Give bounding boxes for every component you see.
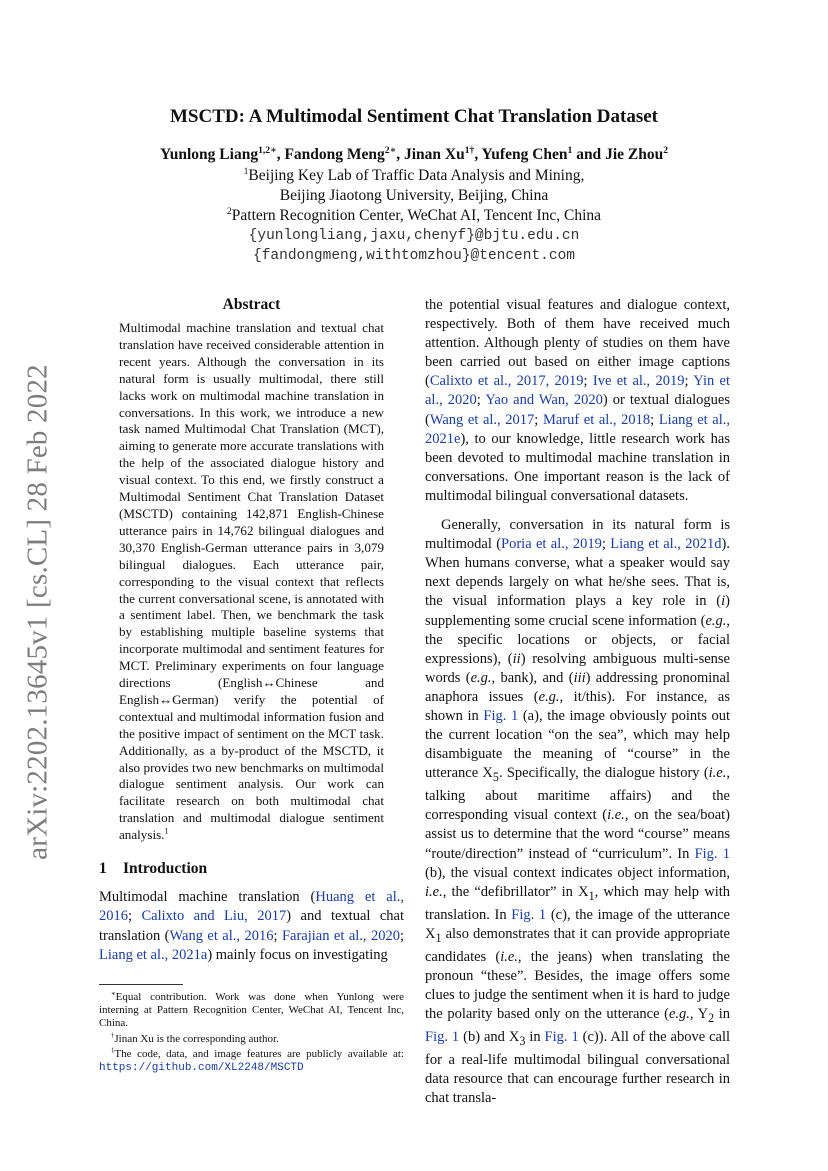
footnote-divider xyxy=(99,984,183,985)
footnote: $^1$The code, data, and image features are publicly available at: https://github.com/XL2248/MSCTD xyxy=(99,1047,404,1075)
citation-link[interactable]: Yin et al., 2020 xyxy=(425,373,730,409)
citation-link[interactable]: Yao and Wan, 2020 xyxy=(485,392,603,409)
citation-link[interactable]: Calixto et al., 2017, 2019 xyxy=(429,373,584,390)
figure-link[interactable]: Fig. 1 xyxy=(694,845,730,862)
author-list: Yunlong Liang$^{1,2∗}$, Fandong Meng$^{2∗}$, Jinan $Xu^{1\dagger}$, Yufeng Chen$^1$ and Jie Zhou$^2$ xyxy=(159,144,668,163)
figure-link[interactable]: Fig. 1 xyxy=(483,707,519,724)
figure-link[interactable]: Fig. 1 xyxy=(544,1029,579,1046)
author-email: {fandongmeng,withtomzhou}@tencent.com xyxy=(253,248,575,264)
citation-link[interactable]: Liang et al., 2021d xyxy=(610,536,722,553)
code-url-link[interactable]: https://github.com/XL2248/MSCTD xyxy=(99,1062,304,1075)
body-paragraph: Generally, conversation in its natural form is multimodal (Poria et al., 2019; Liang et al., 2021d). When humans converse, what a speaker would say next depends largely on what he/she sees. That is, the visual information plays a key role in (i) supplementing some crucial scene information (e.g., the specific locations or objects, or facial expressions), (ii) resolving ambiguous multi-sense words (e.g., bank), and (iii) addressing pronominal anaphora issues (e.g., it/this). For instance, as shown in Fig. 1 (a), the image obviously points out the current location “on the sea”, which may help disambiguate the meaning of “course” in the utterance $X_5$. Specifically, the dialogue history (i.e., talking about maritime affairs) and the corresponding visual context (i.e., on the sea/boat) assist us to determine that the word “course” means “route/direction” instead of “curriculum”. In Fig. 1 (b), the visual context indicates object information, i.e., the “defibrillator” in $X_1$, which may help with translation. In Fig. 1 (c), the image of the utterance $X_1$ also demonstrates that it can provide appropriate candidates (i.e., the jeans) when translating the pronoun “these”. Besides, the image offers some clues to judge the sentiment when it is hard to judge the polarity based only on the utterance (e.g., $Y_2$ in Fig. 1 (b) and $X_3$ in Fig. 1 (c)). All of the above call for a real-life multimodal bilingual conversational data resource that can encourage further research in chat transla- xyxy=(425,517,731,1107)
author-affil-mark: 2 xyxy=(663,144,668,156)
author-name: Yufeng Chen xyxy=(481,146,568,163)
citation-link[interactable]: Ive et al., 2019 xyxy=(592,373,685,390)
author-name: Jie Zhou xyxy=(605,146,664,163)
arxiv-id-text: arXiv:2202.13645v1 [cs.CL] 28 Feb 2022 xyxy=(21,364,54,860)
author-affil-mark: 1 xyxy=(567,144,573,156)
citation-link[interactable]: Wang et al., 2017 xyxy=(429,411,535,428)
citation-link[interactable]: Huang et al., 2016 xyxy=(99,889,404,925)
affiliation-line: $^1$Beijing Key Lab of Traffic Data Analysis and Mining, xyxy=(243,165,585,184)
author-affil-mark: 1,2∗ xyxy=(258,144,277,156)
section-heading: 1 Introduction xyxy=(99,860,208,878)
citation-link[interactable]: Wang et al., 2016 xyxy=(169,927,274,944)
author-name: Fandong Meng xyxy=(284,146,385,163)
intro-paragraph: Multimodal machine translation (Huang et al., 2016; Calixto and Liu, 2017) and textual chat translation (Wang et al., 2016; Farajian et al., 2020; Liang et al., 2021a) mainly focus on investigating xyxy=(99,889,405,963)
figure-link[interactable]: Fig. 1 xyxy=(425,1029,460,1046)
author-affil-mark: 1† xyxy=(464,144,475,156)
author-name: Jinan Xu xyxy=(403,146,465,163)
footnotes xyxy=(99,984,404,1077)
figure-link[interactable]: Fig. 1 xyxy=(511,906,547,923)
body-paragraph: the potential visual features and dialogue context, respectively. Both of them have received much attention. Although plenty of studies on them have been carried out based on either image captions (Calixto et al., 2017, 2019; Ive et al., 2019; Yin et al., 2020; Yao and Wan, 2020) or textual dialogues (Wang et al., 2017; Maruf et al., 2018; Liang et al., 2021e), to our knowledge, little research work has been devoted to multimodal machine translation in conversations. One important reason is the lack of multimodal bilingual conversational datasets. xyxy=(425,297,731,504)
author-name: Yunlong Liang xyxy=(159,146,259,163)
citation-link[interactable]: Maruf et al., 2018 xyxy=(542,411,651,428)
footnote-ref[interactable]: 1 xyxy=(164,826,169,836)
footnote: †Jinan Xu is the corresponding author. xyxy=(111,1031,279,1045)
abstract-heading: Abstract xyxy=(222,296,281,313)
citation-link[interactable]: Liang et al., 2021a xyxy=(99,946,208,963)
citation-link[interactable]: Liang et al., 2021e xyxy=(425,411,731,447)
affiliation-line: Beijing Jiaotong University, Beijing, China xyxy=(279,187,549,204)
abstract-text: Multimodal machine translation and textual chat translation have received considerable attention in recent years. Although the conversation in its natural form is usually multimodal, there still lacks work on multimodal machine translation in conversations. In this work, we introduce a new task named Multimodal Chat Translation (MCT), aiming to generate more accurate translations with the help of the associated dialogue history and visual context. To this end, we firstly construct a Multimodal Sentiment Chat Translation Dataset (MSCTD) containing 142,871 English-Chinese utterance pairs in 14,762 bilingual dialogues and 30,370 English-German utterance pairs in 3,079 bilingual dialogues. Each utterance pair, corresponding to the visual context that reflects the current conversational scene, is annotated with a sentiment label. Then, we benchmark the task by establishing multiple baseline systems that incorporate multimodal and sentiment features for MCT. Preliminary experiments on four language directions (English↔Chinese and English↔German) verify the potential of contextual and multimodal information fusion and the positive impact of sentiment on the MCT task. Additionally, as a by-product of the MSCTD, it also provides two new benchmarks on multimodal dialogue sentiment analysis. Our work can facilitate research on both multimodal chat translation and multimodal dialogue sentiment analysis.$^1$ xyxy=(119,320,384,843)
citation-link[interactable]: Poria et al., 2019 xyxy=(501,536,602,553)
citation-link[interactable]: Farajian et al., 2020 xyxy=(281,927,400,944)
author-affil-mark: 2∗ xyxy=(384,144,397,156)
left-column xyxy=(99,296,404,965)
author-email: {yunlongliang,jaxu,chenyf}@bjtu.edu.cn xyxy=(248,228,580,244)
footnote: ∗Equal contribution. Work was done when Yunlong were interning at Pattern Recognition Center, WeChat AI, Tencent Inc, China. xyxy=(99,990,404,1030)
right-column xyxy=(425,296,730,1108)
paper-title: MSCTD: A Multimodal Sentiment Chat Translation Dataset xyxy=(169,106,659,127)
affiliation-line: $^2$Pattern Recognition Center, WeChat AI, Tencent Inc, China xyxy=(226,205,602,224)
citation-link[interactable]: Calixto and Liu, 2017 xyxy=(141,908,287,925)
